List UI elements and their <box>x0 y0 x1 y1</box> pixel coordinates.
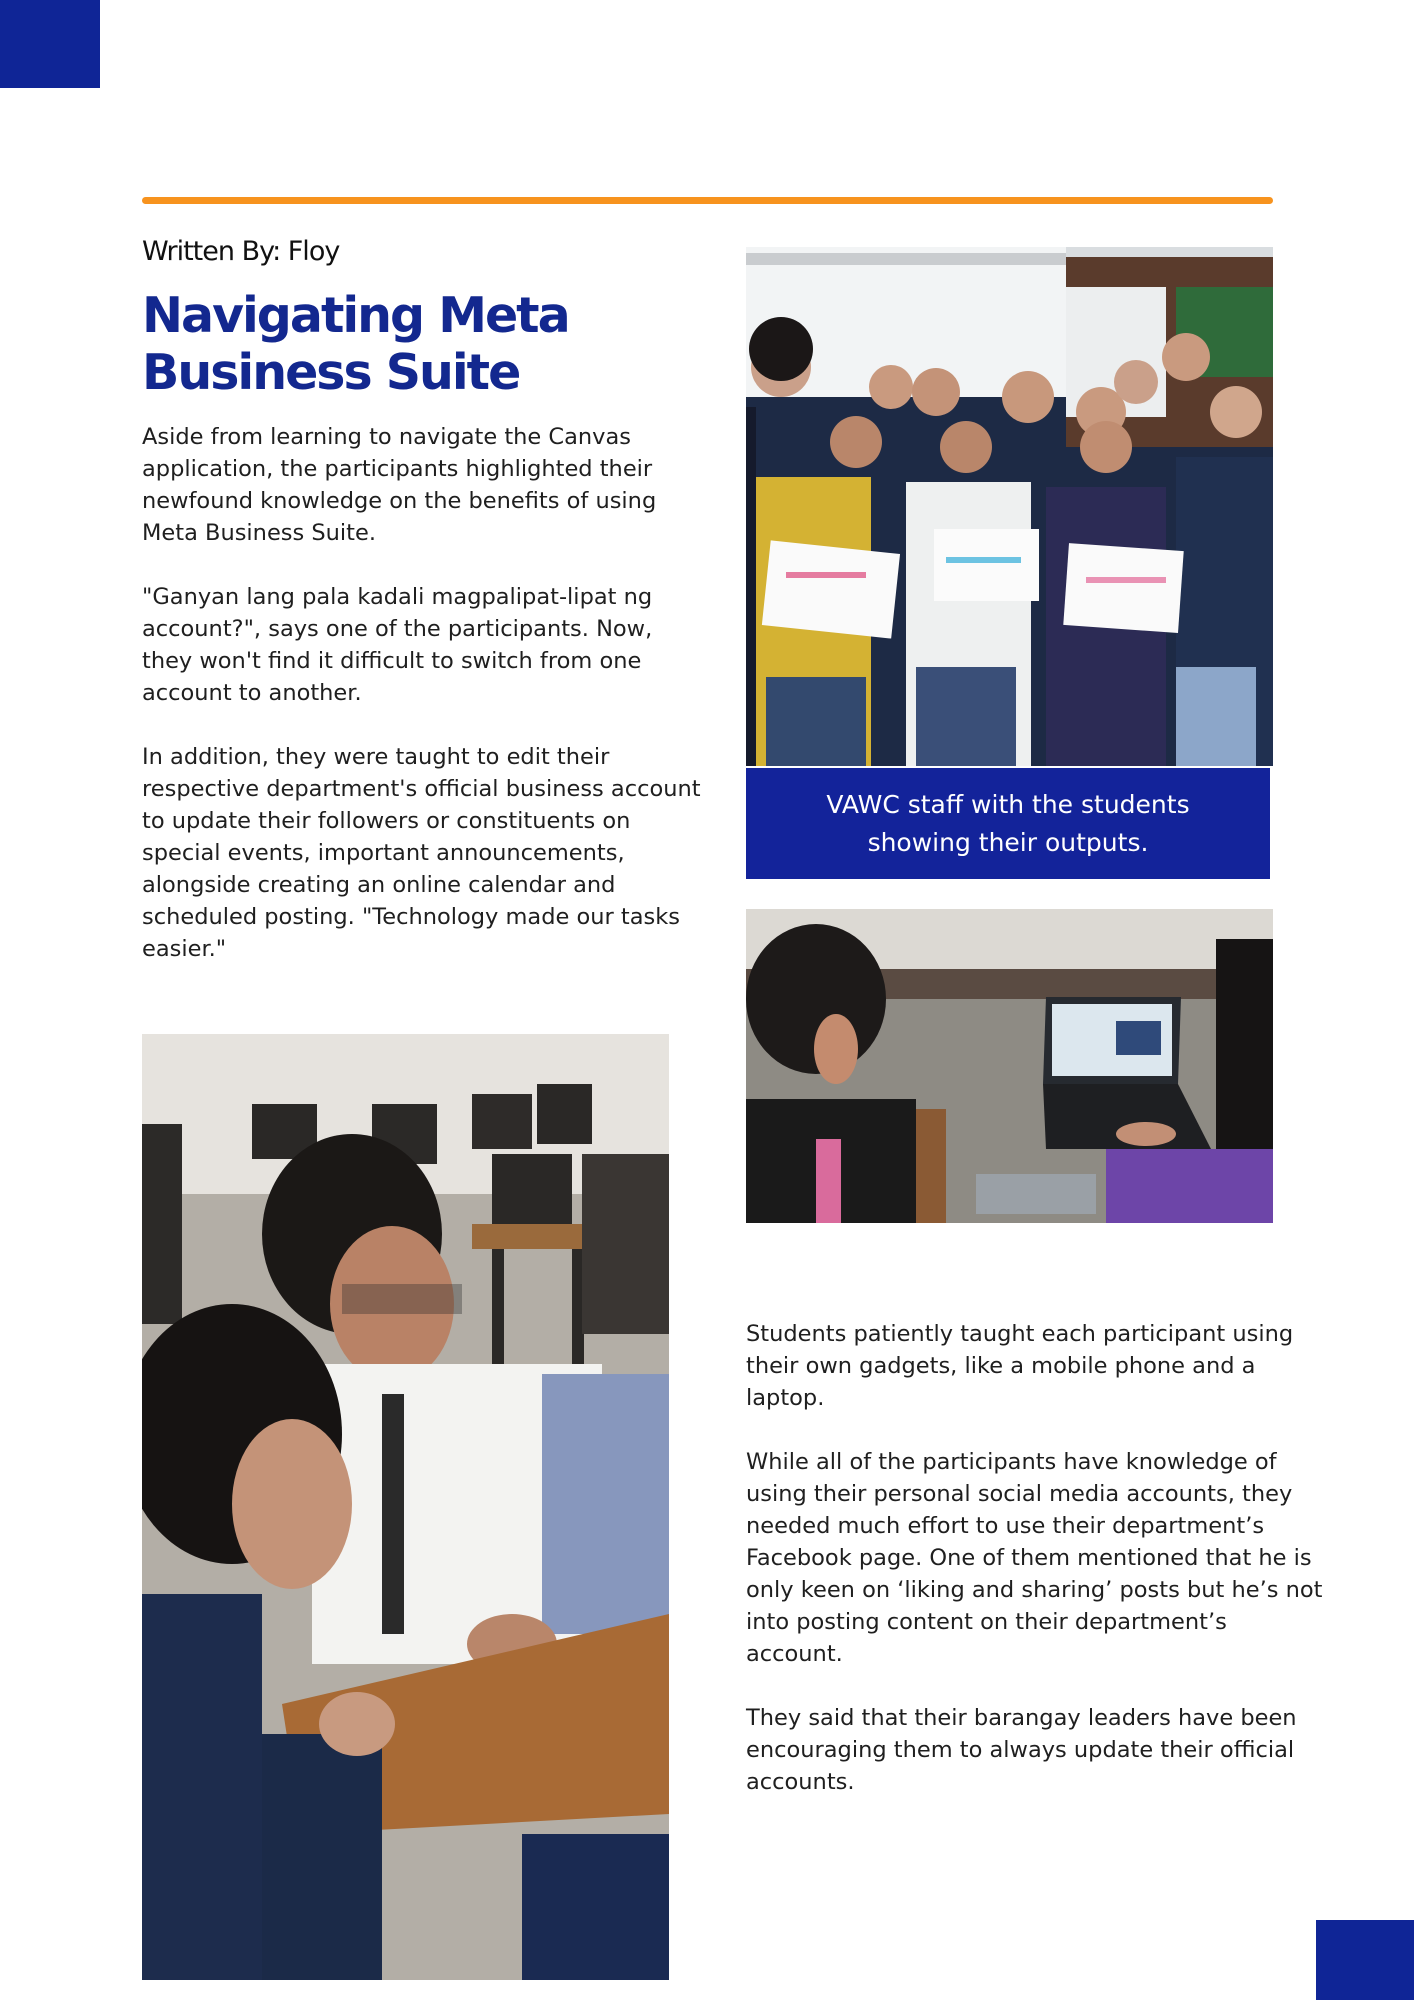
paragraph: "Ganyan lang pala kadali magpalipat-lipat ng account?", says one of the participants. Now, they won't find it difficult to switch from one account to another. <box>142 584 653 706</box>
group-photo <box>746 247 1273 766</box>
left-column-text <box>142 421 702 997</box>
paragraph: In addition, they were taught to edit their respective department's official business account to update their followers or constituents on special events, important announcements, alongside creating an online calendar and scheduled posting. "Technology made our tasks easier." <box>142 744 701 962</box>
tutoring-photo <box>142 1034 669 1980</box>
photo-caption <box>746 768 1270 879</box>
paragraph: Students patiently taught each participant using their own gadgets, like a mobile phone and a laptop. <box>746 1321 1294 1411</box>
right-column-text <box>746 1318 1326 1830</box>
corner-decoration-top-left <box>0 0 100 88</box>
article-title: Navigating Meta Business Suite <box>142 287 569 401</box>
paragraph: Aside from learning to navigate the Canvas application, the participants highlighted their newfound knowledge on the benefits of using Meta Business Suite. <box>142 424 657 546</box>
byline: Written By: Floy <box>142 236 340 267</box>
tutoring-photo-image <box>142 1034 669 1980</box>
laptop-photo <box>746 909 1273 1223</box>
paragraph: They said that their barangay leaders have been encouraging them to always update their official accounts. <box>746 1705 1297 1795</box>
corner-decoration-bottom-right <box>1316 1920 1414 2000</box>
paragraph: While all of the participants have knowledge of using their personal social media accounts, they needed much effort to use their department’s Facebook page. One of them mentioned that he is only keen on ‘liking and sharing’ posts but he’s not into posting content on their department’s account. <box>746 1449 1323 1667</box>
laptop-photo-image <box>746 909 1273 1223</box>
group-photo-image <box>746 247 1273 766</box>
orange-divider <box>142 197 1273 204</box>
caption-text: VAWC staff with the students showing their outputs. <box>826 789 1190 857</box>
